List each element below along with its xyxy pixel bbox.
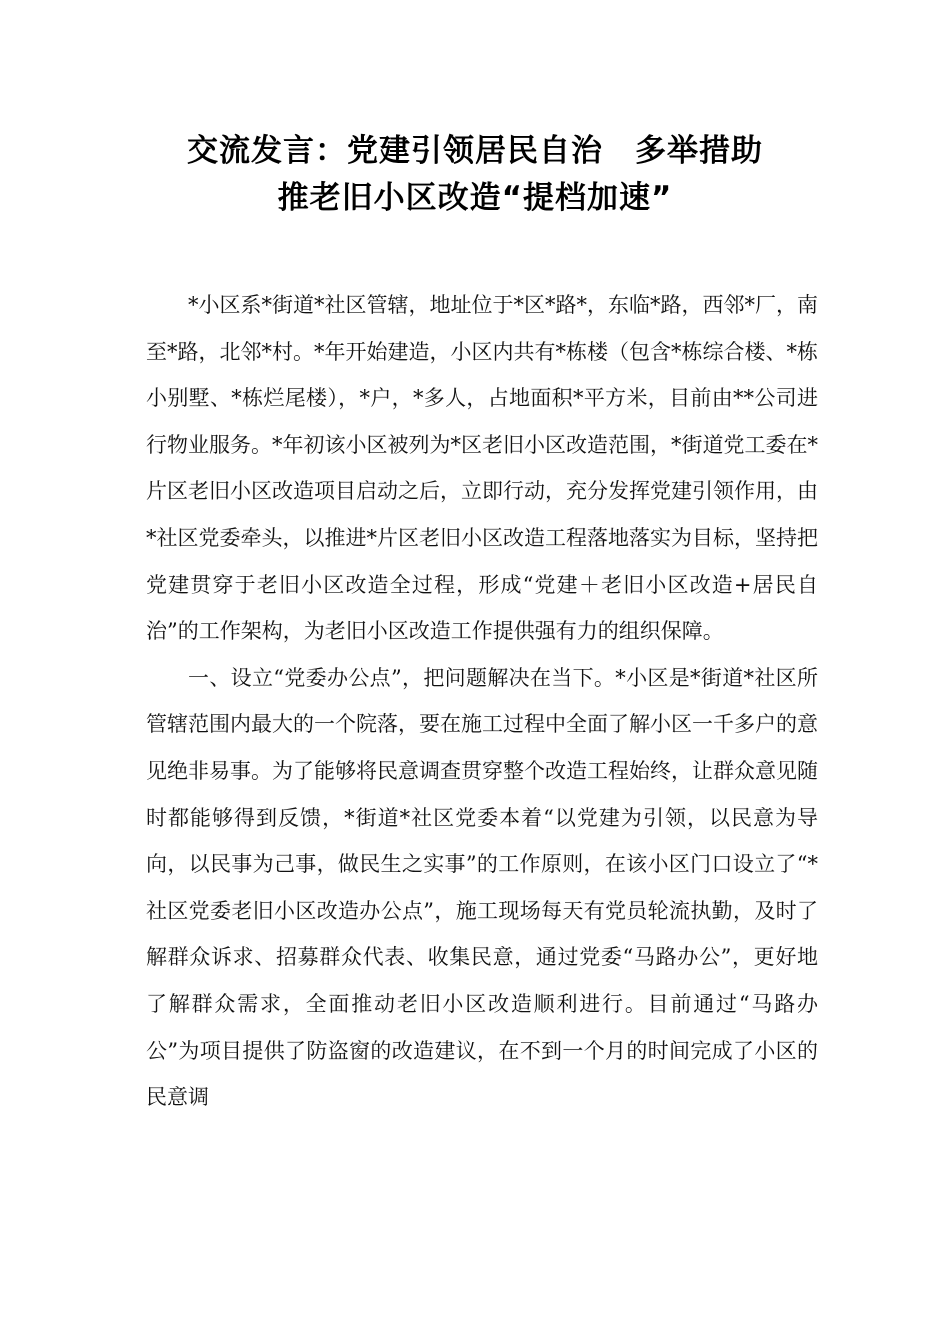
title-line-1: 交流发言：党建引领居民自治 多举措助 (187, 133, 763, 169)
paragraph-section-1: 一、设立“党委办公点”，把问题解决在当下。*小区是*街道*社区所管辖范围内最大的一个院落，要在施工过程中全面了解小区一千多户的意见绝非易事。为了能够将民意调查贯穿整个改造工程始终，让群众意见随时都能够得到反馈，*街道*社区党委本着“以党建为引领，以民意为导向，以民事为己事，做民生之实事”的工作原则，在该小区门口设立了“*社区党委老旧小区改造办公点”，施工现场每天有党员轮流执勤，及时了解群众诉求、招募群众代表、收集民意，通过党委“马路办公”，更好地了解群众需求，全面推动老旧小区改造顺利进行。目前通过“马路办公”为项目提供了防盗窗的改造建议，在不到一个月的时间完成了小区的民意调 (146, 665, 818, 1110)
document-title (100, 128, 850, 222)
paragraph-intro: *小区系*街道*社区管辖，地址位于*区*路*，东临*路，西邻*厂，南至*路，北邻*村。*年开始建造，小区内共有*栋楼（包含*栋综合楼、*栋小别墅、*栋烂尾楼），*户，*多人，占地面积*平方米，目前由**公司进行物业服务。*年初该小区被列为*区老旧小区改造范围，*街道党工委在*片区老旧小区改造项目启动之后，立即行动，充分发挥党建引领作用，由*社区党委牵头，以推进*片区老旧小区改造工程落地落实为目标，坚持把党建贯穿于老旧小区改造全过程，形成“党建＋老旧小区改造+居民自治”的工作架构，为老旧小区改造工作提供强有力的组织保障。 (146, 293, 818, 644)
document-body (146, 282, 818, 1121)
title-line-2: 推老旧小区改造“提档加速” (277, 180, 673, 216)
